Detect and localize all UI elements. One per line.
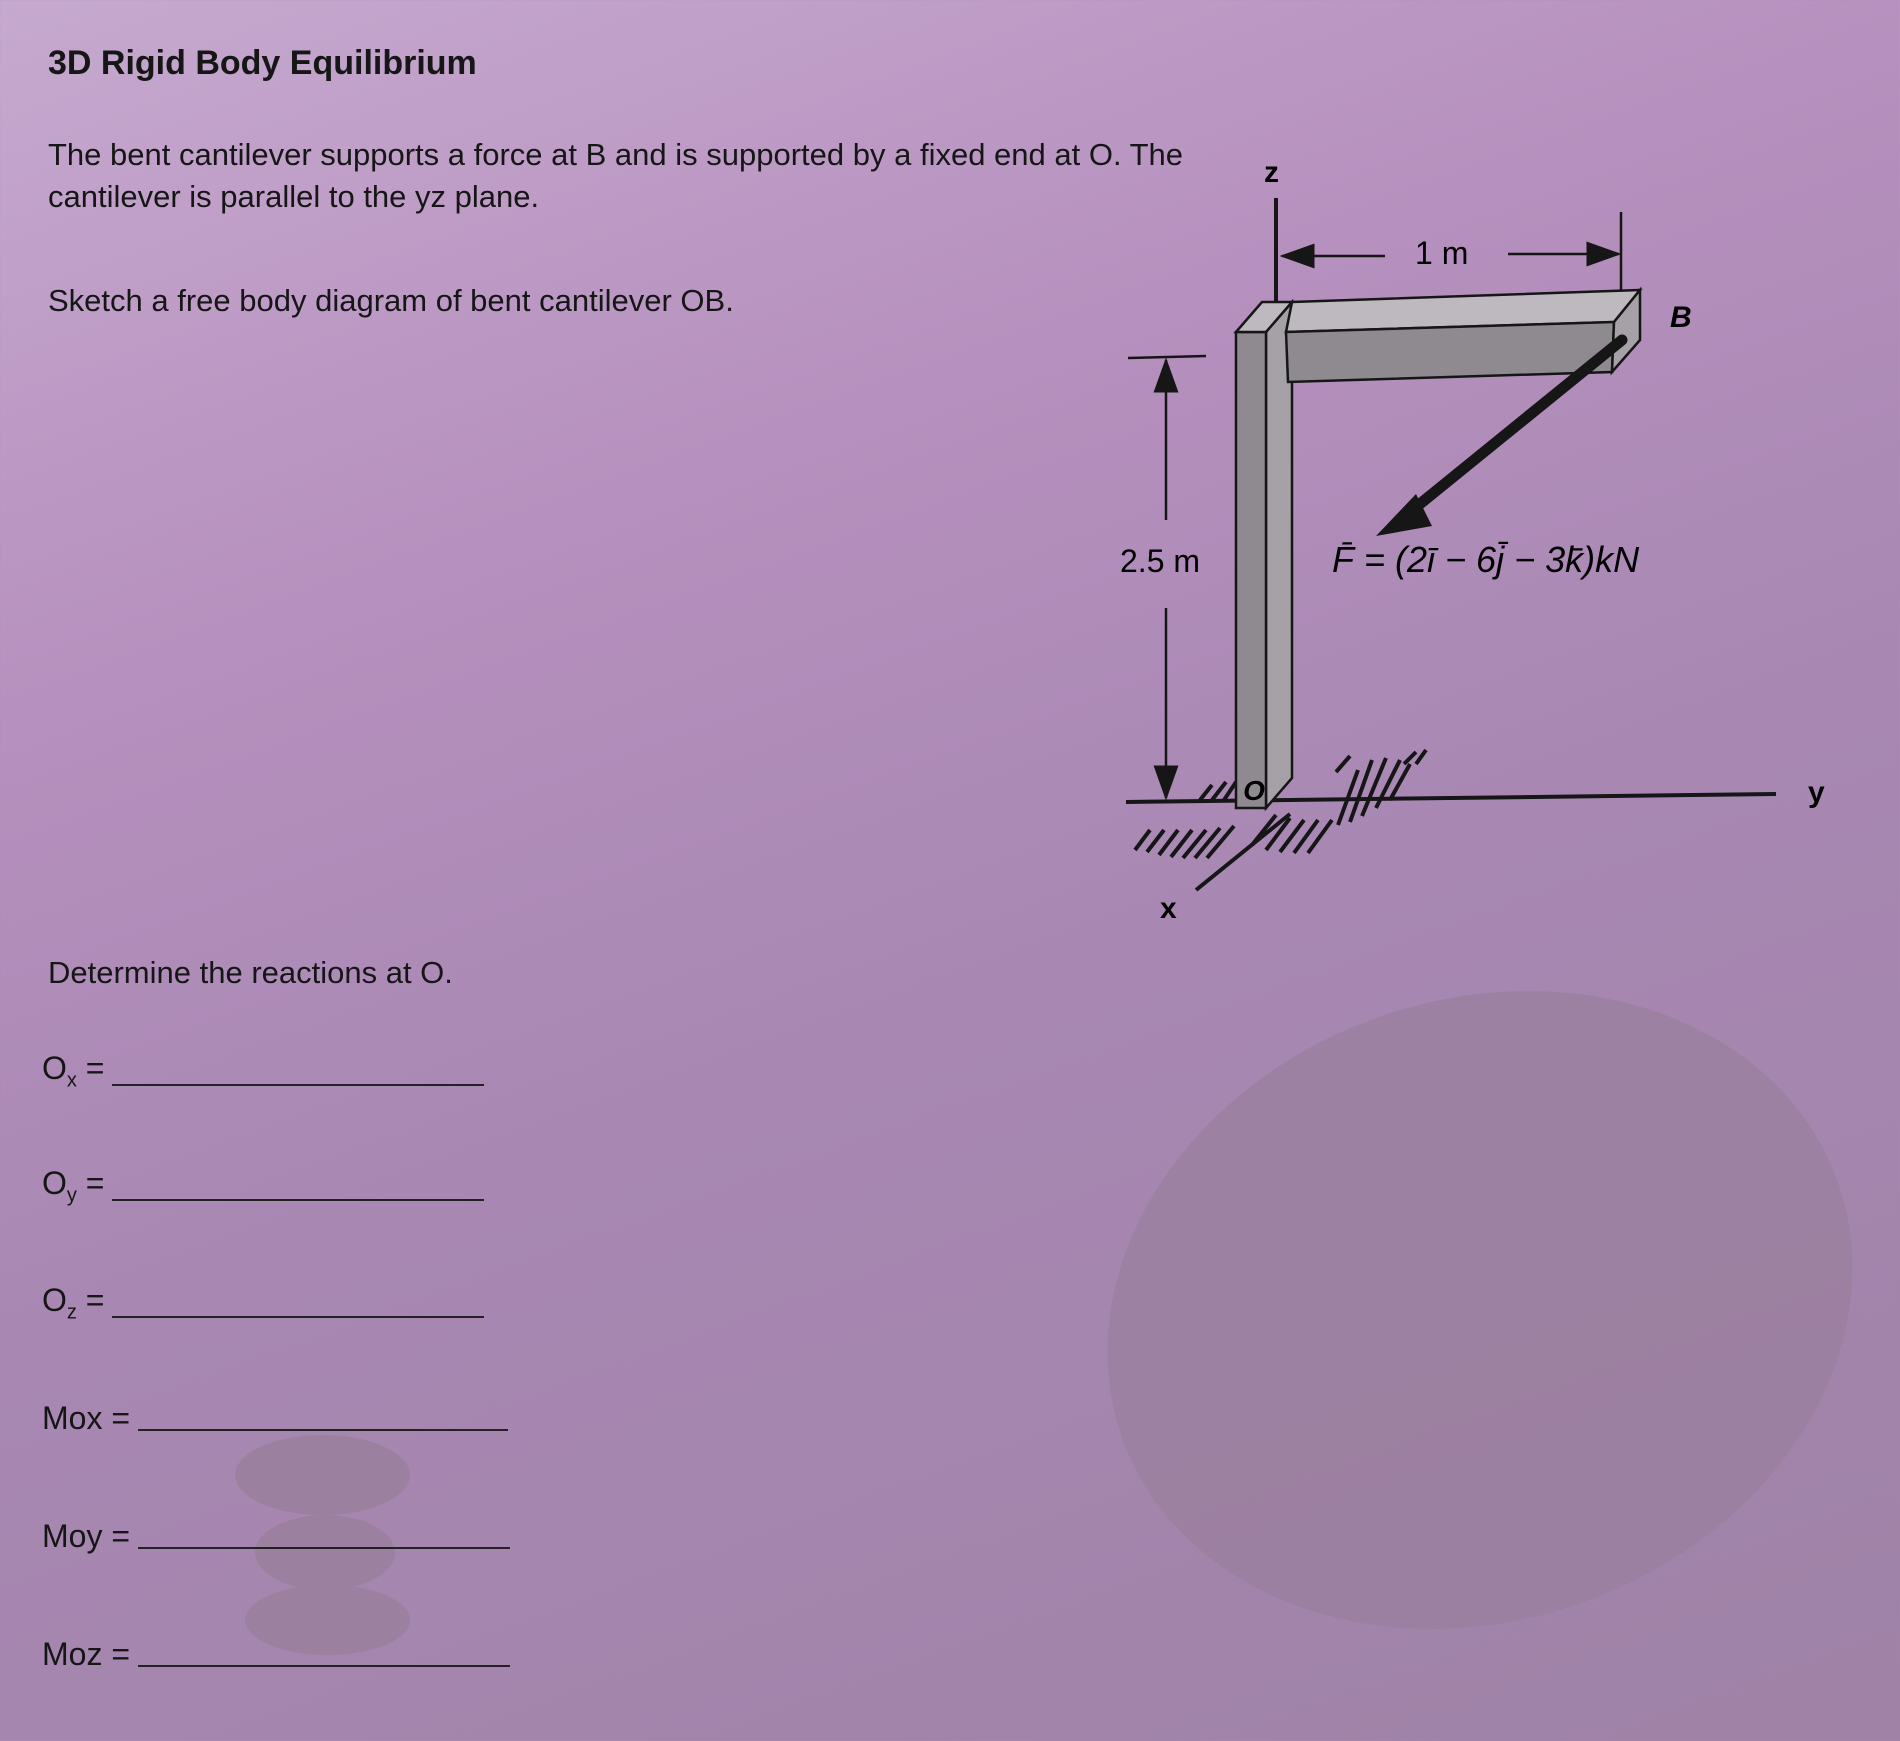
force-label: F̄ = (2ī − 6j̄ − 3k̄)kN — [1332, 539, 1640, 580]
point-o-label: O — [1243, 775, 1265, 806]
column-front-face — [1236, 332, 1266, 808]
point-b-label: B — [1670, 301, 1692, 334]
sketch-instruction: Sketch a free body diagram of bent cantilever OB. — [48, 283, 734, 318]
y-axis-label: y — [1808, 776, 1825, 809]
dimension-tick — [1128, 356, 1206, 358]
dimension-2-5m-label: 2.5 m — [1120, 543, 1201, 579]
problem-statement: The bent cantilever supports a force at B and is supported by a fixed end at O. The cantilever is parallel to the yz plane. — [48, 137, 1184, 214]
answer-label: Moz = — [42, 1636, 131, 1672]
page-title: 3D Rigid Body Equilibrium — [48, 44, 477, 82]
answer-label: $O_x$ = — [42, 1050, 105, 1092]
answer-label: $O_y$ = — [42, 1165, 105, 1207]
arm-front-face — [1286, 322, 1614, 382]
reactions-instruction: Determine the reactions at O. — [48, 955, 453, 990]
dimension-1m-label: 1 m — [1415, 235, 1469, 271]
x-axis-label: x — [1160, 892, 1177, 925]
answer-label: $O_z$ = — [42, 1282, 105, 1324]
answer-label: Moy = — [42, 1518, 131, 1554]
z-axis-label: z — [1264, 156, 1279, 189]
answer-label: Mox = — [42, 1400, 131, 1436]
